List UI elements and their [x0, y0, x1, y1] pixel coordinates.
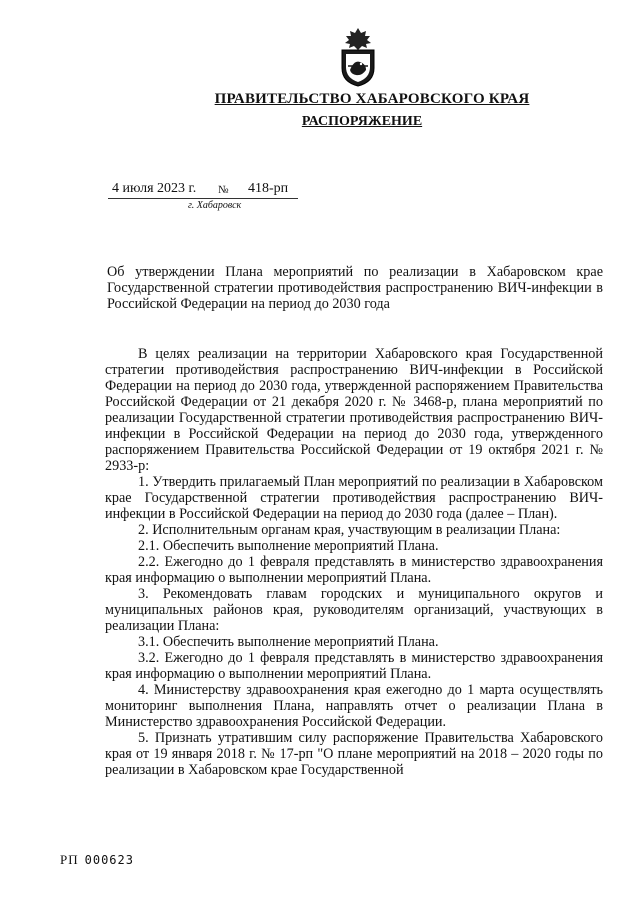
- clause-3: 3. Рекомендовать главам городских и муниципального округов и муниципальных районов края, руководителям организаций, участвующих в реализации Плана:: [105, 586, 603, 634]
- clause-5: 5. Признать утратившим силу распоряжение Правительства Хабаровского края от 19 января 2018 г. № 17-рп "О плане мероприятий на 2018 – 2020 годы по реализации в Хабаровском крае Государственной: [105, 730, 603, 778]
- document-type: [0, 114, 640, 130]
- order-city: г. Хабаровск: [188, 200, 242, 211]
- order-number: 418-рп: [248, 181, 289, 196]
- coat-of-arms-icon: [330, 26, 386, 88]
- clause-2: 2. Исполнительным органам края, участвующим в реализации Плана:: [138, 522, 561, 538]
- clause-1: 1. Утвердить прилагаемый План мероприятий по реализации в Хабаровском крае Государственной стратегии противодействия распространению ВИЧ-инфекции в Российской Федерации на период до 2030 года (далее – План).: [105, 474, 603, 522]
- footer-digits: 000623: [84, 853, 134, 867]
- clause-3-1: 3.1. Обеспечить выполнение мероприятий Плана.: [138, 634, 439, 650]
- clause-3-2: 3.2. Ежегодно до 1 февраля представлять в министерство здравоохранения края информацию о выполнении мероприятий Плана.: [105, 650, 603, 682]
- clause-2-2: 2.2. Ежегодно до 1 февраля представлять в министерство здравоохранения края информацию о выполнении мероприятий Плана.: [105, 554, 603, 586]
- footer-label: РП: [60, 852, 79, 867]
- government-title-text: ПРАВИТЕЛЬСТВО ХАБАРОВСКОГО КРАЯ: [214, 91, 530, 107]
- registration-underline: [108, 198, 298, 199]
- government-title: [0, 91, 640, 108]
- order-body: [105, 346, 603, 778]
- preamble-paragraph: В целях реализации на территории Хабаровского края Государственной стратегии противодействия распространению ВИЧ-инфекции в Российской Федерации на период до 2030 года, утвержденной распоряжением Правительства Российской Федерации от 21 декабря 2020 г. № 3468-р, плана мероприятий по реализации Государственной стратегии противодействия распространению ВИЧ-инфекции в Российской Федерации на период до 2030 года, утвержденного распоряжением Правительства Российской Федерации от 19 октября 2021 г. № 2933-р:: [105, 346, 603, 474]
- clause-2-1: 2.1. Обеспечить выполнение мероприятий Плана.: [138, 538, 439, 554]
- clause-4: 4. Министерству здравоохранения края ежегодно до 1 марта осуществлять мониторинг выполнения Плана, направлять отчет о реализации Плана в Министерство здравоохранения Российской Федерации.: [105, 682, 603, 730]
- order-date: 4 июля 2023 г.: [112, 181, 197, 196]
- footer-registry-code: [60, 852, 134, 868]
- number-sign: №: [218, 184, 229, 196]
- document-type-text: РАСПОРЯЖЕНИЕ: [301, 114, 423, 129]
- order-subject: Об утверждении Плана мероприятий по реализации в Хабаровском крае Государственной стратегии противодействия распространению ВИЧ-инфекции в Российской Федерации на период до 2030 года: [107, 264, 603, 312]
